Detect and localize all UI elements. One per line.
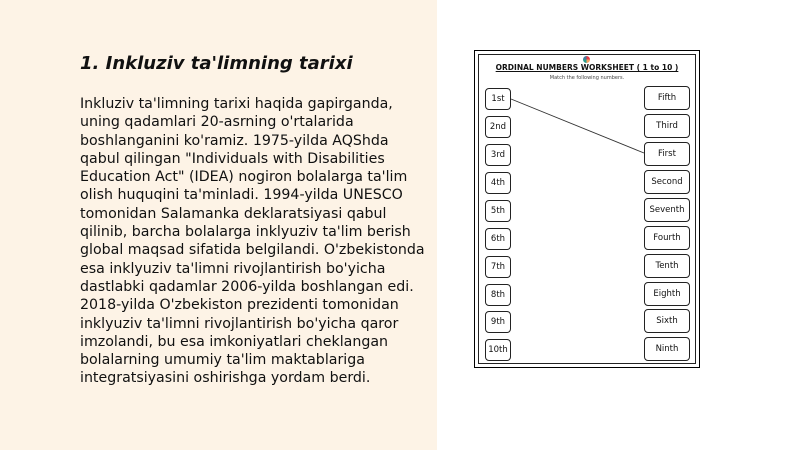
number-box-10th: 10th <box>485 339 511 361</box>
word-box-first: First <box>644 142 690 166</box>
number-box-2nd: 2nd <box>485 116 511 138</box>
word-box-sixth: Sixth <box>644 309 690 333</box>
number-box-1st: 1st <box>485 88 511 110</box>
word-box-seventh: Seventh <box>644 198 690 222</box>
number-box-4th: 4th <box>485 172 511 194</box>
slide-body-text: Inkluziv ta'limning tarixi haqida gapirganda, uning qadamlari 20-asrning o'rtalarida boshlanganini ko'ramiz. 1975-yilda AQShda qabul qilingan "Individuals with Disabilities Education Act" (IDEA) nogiron bolalarga ta'lim olish huquqini ta'minladi. 1994-yilda UNESCO tomonidan Salamanka deklaratsiyasi qabul qilinib, barcha bolalarga inklyuziv ta'lim berish global maqsad sifatida belgilandi. O'zbekistonda esa inklyuziv ta'limni rivojlantirish bo'yicha dastlabki qadamlar 2006-yilda boshlangan edi. 2018-yilda O'zbekiston prezidenti tomonidan inklyuziv ta'limni rivojlantirish bo'yicha qaror imzolandi, bu esa imkoniyatlari cheklangan bolalarning umumiy ta'lim maktablariga integratsiyasini oshirishga yordam berdi. <box>80 96 425 387</box>
number-box-3rd: 3rd <box>485 144 511 166</box>
worksheet-instruction: Match the following numbers. <box>549 75 625 81</box>
word-box-third: Third <box>644 114 690 138</box>
number-box-9th: 9th <box>485 311 511 333</box>
word-box-ninth: Ninth <box>644 337 690 361</box>
word-box-tenth: Tenth <box>644 254 690 278</box>
number-box-5th: 5th <box>485 200 511 222</box>
number-box-6th: 6th <box>485 228 511 250</box>
worksheet-title: ORDINAL NUMBERS WORKSHEET ( 1 to 10 ) <box>495 63 679 72</box>
word-box-fifth: Fifth <box>644 86 690 110</box>
word-box-eighth: Eighth <box>644 282 690 306</box>
slide-title: 1. Inkluziv ta'limning tarixi <box>80 53 353 74</box>
word-box-second: Second <box>644 170 690 194</box>
number-box-7th: 7th <box>485 256 511 278</box>
worksheet-image <box>474 50 700 368</box>
number-box-8th: 8th <box>485 284 511 306</box>
word-box-fourth: Fourth <box>644 226 690 250</box>
